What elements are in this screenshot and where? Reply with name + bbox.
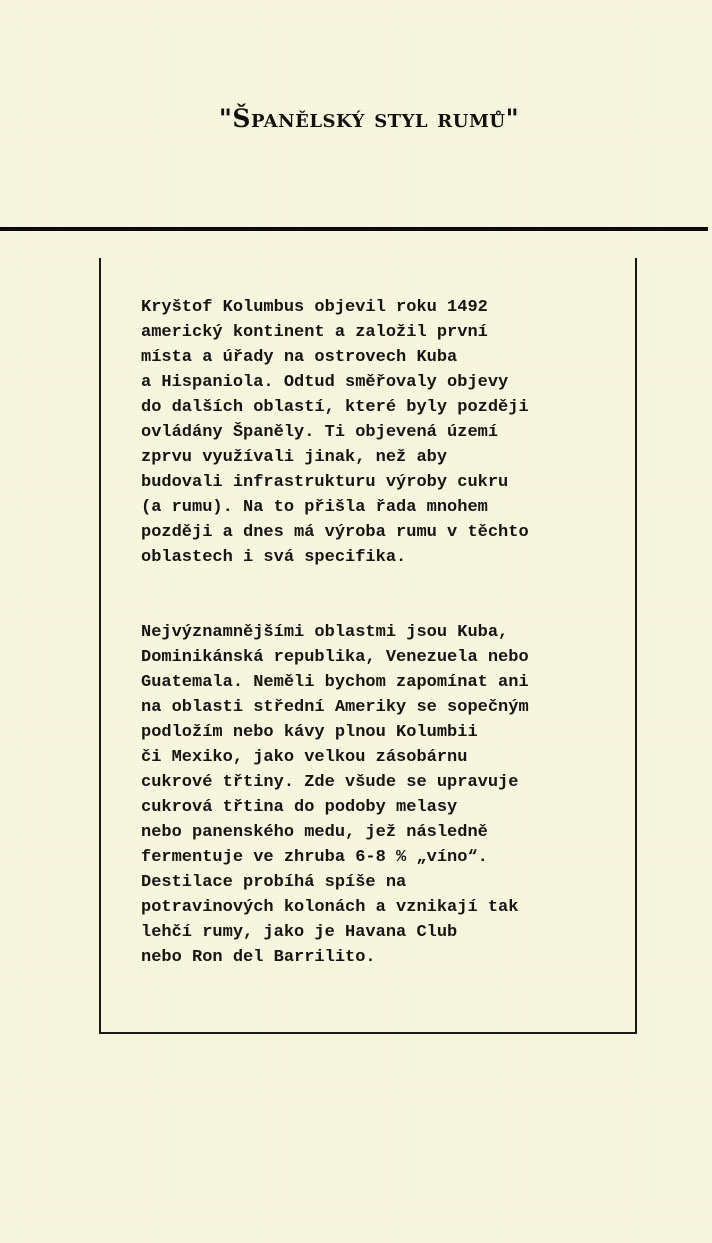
paragraph-regions: Nejvýznamnějšími oblastmi jsou Kuba, Dominikánská republika, Venezuela nebo Guatemala. Neměli bychom zapomínat ani na oblasti střední Ameriky se sopečným podložím nebo kávy plnou Kolumbii či Mexiko, jako velkou zásobárnu cukrové třtiny. Zde všude se upravuje cukrová třtina do podoby melasy nebo panenského medu, jež následně fermentuje ve zhruba 6-8 % „víno“. Destilace probíhá spíše na potravinových kolonách a vznikají tak lehčí rumy, jako je Havana Club nebo Ron del Barrilito. (141, 623, 529, 967)
paragraph-history: Kryštof Kolumbus objevil roku 1492 americký kontinent a založil první místa a úřady na ostrovech Kuba a Hispaniola. Odtud směřovaly objevy do dalších oblastí, které byly později ovládány Španěly. Ti objevená území zprvu využívali jinak, než aby budovali infrastrukturu výroby cukru (a rumu). Na to přišla řada mnohem později a dnes má výroba rumu v těchto oblastech i svá specifika. (141, 298, 529, 567)
title-divider (0, 227, 708, 231)
page-title: "Španělský styl rumů" (218, 104, 520, 133)
